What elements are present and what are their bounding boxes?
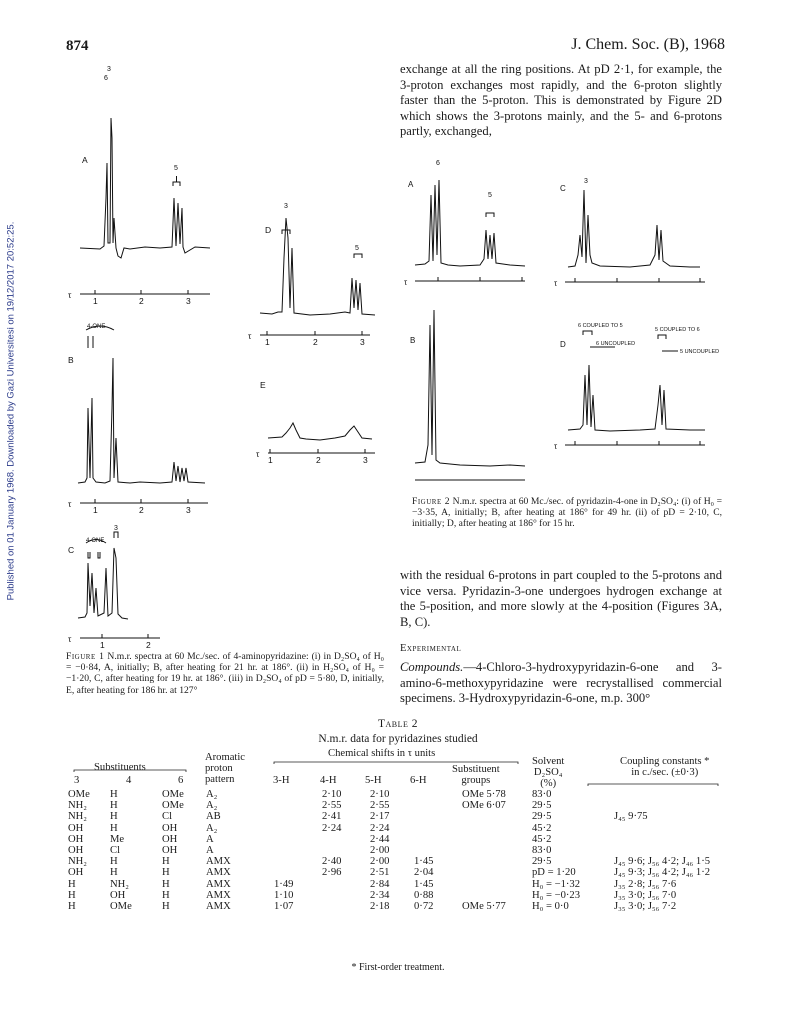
fig2-annotation: 5 UNCOUPLED [680,349,720,355]
header-6H: 6-H [410,775,427,786]
cell-substituent-group [460,879,530,890]
cell-sub-6: H [162,889,170,901]
cell-solvent: 29·5 [532,800,552,812]
table-row [66,834,726,845]
cell-sub-3: H [68,878,76,890]
fig1-label-C: C [68,545,75,555]
cell-shift-4H: 2·41 [322,811,342,823]
cell-shift-5H: 2·84 [370,878,390,890]
cell-shift-4H: 2·10 [322,789,342,800]
fig1-tick: 3 [360,337,365,347]
header-coupling-1: Coupling constants * [620,756,710,767]
cell-pattern: A [206,833,214,845]
header-pos-6: 6 [178,775,184,786]
fig2-annotation: 6 UNCOUPLED [596,341,636,347]
cell-pattern: A₂ [206,789,218,800]
fig2-annotation: 6 COUPLED TO 5 [578,323,623,329]
cell-sub-3: NH₂ [68,856,87,868]
table-row [66,789,726,800]
header-substituents: Substituents [94,762,146,773]
cell-solvent: 29·5 [532,811,552,823]
fig1-tick: 3 [186,296,191,306]
figure-2 [400,155,730,485]
cell-sub-3: OH [68,833,84,845]
cell-sub-3: OH [68,822,84,834]
fig1-tick: 3 [363,455,368,465]
table-row [66,811,726,822]
figure-1 [60,58,400,648]
cell-shift-3H [272,867,320,878]
cell-shift-6H: 2·04 [414,867,434,879]
fig1-peak-label: 3 [107,66,111,73]
fig1-tick: 1 [268,455,273,465]
publication-sidebar [4,215,18,607]
cell-solvent: 45·2 [532,833,552,845]
figure-1-caption-label: Figure 1 [66,651,105,662]
fig1-peak-label: 3 [114,525,118,532]
cell-shift-3H [272,856,320,867]
cell-shift-3H [272,800,320,811]
cell-pattern: A [206,845,214,857]
cell-shift-5H: 2·34 [370,889,390,901]
spectrum-1A [80,118,210,294]
fig1-tick: 1 [265,337,270,347]
spectrum-1D [260,218,375,335]
cell-shift-4H [320,890,368,901]
cell-sub-6: H [162,867,170,879]
cell-coupling [612,834,726,845]
fig1-tick: 2 [316,455,321,465]
figure-2-caption-text: N.m.r. spectra at 60 Mc./sec. of pyridazin-4-one in D₂SO₄: (i) of H₀ = −3·35, A, initially; B, after heating at 186° for 49 hr. (ii) of pD = 2·10, C, initially; D, after heating at 186° for 15 hr. [412,496,722,530]
table-row [66,867,726,878]
header-4H: 4-H [320,775,337,786]
cell-substituent-group: OMe 6·07 [462,800,506,812]
cell-substituent-group [460,856,530,867]
cell-shift-4H [320,845,368,856]
cell-shift-4H: 2·96 [322,867,342,879]
fig2-label-A: A [408,180,414,189]
table-row [66,845,726,856]
cell-shift-3H: 1·49 [274,878,294,890]
header-3H: 3-H [273,775,290,786]
cell-pattern: AMX [206,867,231,879]
fig1-peak-label: 6 [104,75,108,82]
experimental-body: —4-Chloro-3-hydroxypyridazin-6-one and 3-amino-6-methoxypyridazine were recrystallised commercial specimens. 3-Hydroxypyridazin-6-one, m.p. 300° [400,660,722,705]
cell-coupling: J₄₅ 9·6; J₅₆ 4·2; J₄₆ 1·5 [614,856,711,868]
cell-shift-5H: 2·55 [370,800,390,812]
cell-sub-6: OH [162,845,178,857]
cell-coupling: J₃₅ 3·0; J₅₆ 7·0 [614,889,677,901]
cell-shift-4H [320,901,368,912]
header-aromatic-1: Aromatic [205,752,246,763]
cell-pattern: A₂ [206,800,218,812]
fig2-tau: τ [404,278,408,287]
cell-shift-3H [272,823,320,834]
fig1-peak-label: 5 [355,245,359,252]
cell-shift-5H: 2·10 [370,789,390,800]
header-solvent-2: D₂SO₄ [533,767,563,778]
cell-shift-6H [412,845,460,856]
table-title: Table 2 [377,718,419,730]
fig1-tick: 2 [146,640,151,648]
cell-solvent: H₀ = −0·23 [532,889,581,901]
fig1-tick: 2 [139,505,144,515]
header-coupling-2: in c./sec. (±0·3) [631,767,699,778]
cell-sub-3: H [68,889,76,901]
fig1-peak-label: 4-ONE [87,324,106,330]
cell-coupling: J₄₅ 9·75 [614,811,648,823]
figure-1-caption [66,651,384,696]
cell-solvent: H₀ = −1·32 [532,878,581,890]
table-row [66,800,726,811]
cell-solvent: H₀ = 0·0 [532,901,569,913]
fig2-label-B: B [410,336,416,345]
cell-sub-4: H [110,867,118,879]
cell-coupling [612,845,726,856]
cell-coupling [612,823,726,834]
cell-coupling [612,789,726,800]
cell-shift-6H: 0·88 [414,889,434,901]
publication-sidebar-text: Published on 01 January 1968. Downloaded by Gazi Universitesi on 19/12/2017 20:52:25. [5,221,17,601]
cell-sub-3: OH [68,867,84,879]
section-heading-experimental [400,641,722,657]
header-subgroups-2: groups [461,775,491,786]
cell-pattern: AMX [206,856,231,868]
cell-substituent-group [460,845,530,856]
cell-shift-6H: 0·72 [414,901,434,913]
fig1-peak-label: 4-ONE [86,538,105,544]
cell-shift-6H [412,823,460,834]
body-text-middle: with the residual 6-protons in part coupled to the 5-protons and vice versa. Pyridazin-3-one undergoes hydrogen exchange at the 5-position, and more slowly at the 4-position (Figures 3A, B, C). [400,568,722,629]
cell-shift-5H: 2·17 [370,811,390,823]
cell-shift-3H: 1·10 [274,889,294,901]
cell-shift-5H: 2·51 [370,867,390,879]
cell-shift-3H: 1·07 [274,901,294,913]
cell-sub-4: H [110,800,118,812]
spectrum-1C [78,532,160,638]
header-chem-shift: Chemical shifts in τ units [328,748,436,759]
cell-pattern: AMX [206,889,231,901]
page-number: 874 [66,38,89,54]
cell-sub-4: Me [110,833,125,845]
fig2-peak-label: 5 [488,192,492,199]
cell-sub-6: OH [162,822,178,834]
fig1-tick: 3 [186,505,191,515]
table-row [66,856,726,867]
header-pos-4: 4 [126,775,132,786]
experimental-text [400,660,722,707]
cell-pattern: AMX [206,901,231,913]
cell-sub-3: OH [68,845,84,857]
fig1-tau-B: τ [68,499,72,509]
cell-shift-4H [320,879,368,890]
table-header-rules [66,758,726,788]
cell-sub-4: OMe [110,901,132,913]
fig1-tau-C: τ [68,634,72,644]
cell-shift-5H: 2·24 [370,822,390,834]
table-footnote: * First-order treatment. [351,962,445,973]
cell-substituent-group: OMe 5·78 [462,789,506,800]
cell-solvent: 83·0 [532,789,552,800]
fig1-tick: 1 [93,296,98,306]
table-row [66,901,726,912]
cell-shift-6H: 1·45 [414,878,434,890]
fig1-tau-D: τ [248,331,252,341]
fig1-label-D: D [265,225,272,235]
cell-shift-5H: 2·00 [370,856,390,868]
cell-substituent-group [460,834,530,845]
cell-shift-6H: 1·45 [414,856,434,868]
cell-sub-6: OMe [162,800,184,812]
fig1-label-E: E [260,380,266,390]
cell-coupling [612,800,726,811]
cell-substituent-group [460,890,530,901]
cell-shift-5H: 2·00 [370,845,390,857]
table-body [66,789,726,912]
cell-solvent: pD = 1·20 [532,867,576,879]
table-2-subtitle: N.m.r. data for pyridazines studied [318,733,478,745]
cell-sub-6: Cl [162,811,173,823]
cell-sub-4: H [110,856,118,868]
cell-sub-4: H [110,822,118,834]
fig2-tau: τ [554,442,558,451]
cell-sub-6: OH [162,833,178,845]
header-pos-3: 3 [74,775,80,786]
cell-pattern: AMX [206,878,231,890]
header-aromatic-3: pattern [205,774,235,785]
body-text-top: exchange at all the ring positions. At pD 2·1, for example, the 3-proton exchanges most rapidly, and the 6-proton slightly faster than the 5-proton. This is demonstrated by Figure 2D which shows the 3-protons mainly, and the 5- and 6-protons partly, exchanged, [400,62,722,138]
cell-substituent-group [460,867,530,878]
cell-shift-6H [412,834,460,845]
fig1-tick: 2 [313,337,318,347]
table-row [66,879,726,890]
fig2-annotation: 5 COUPLED TO 6 [655,327,700,333]
experimental-lead: Compounds. [400,660,464,674]
cell-sub-3: NH₂ [68,800,87,812]
cell-shift-3H [272,845,320,856]
cell-pattern: A₂ [206,822,218,834]
header-solvent-3: (%) [540,778,557,789]
cell-sub-6: H [162,856,170,868]
cell-shift-3H [272,834,320,845]
figure-1-caption-text: N.m.r. spectra at 60 Mc./sec. of 4-aminopyridazine: (i) in D₂SO₄ of H₀ = −0·84, A, initially; B, after heating for 21 hr. at 186°. (ii) in H₂SO₄ of H₀ = −1·20, C, after heating for 19 hr. at 186°. (iii) in D₂SO₄ of pD = 5·80, D, initially, E, after heating for 186 hr. at 127° [66,651,384,696]
table-2-label [0,718,796,730]
cell-substituent-group [460,811,530,822]
fig2-peak-label: 3 [584,178,588,185]
cell-sub-6: H [162,878,170,890]
cell-shift-5H: 2·18 [370,901,390,913]
fig1-tick: 1 [100,640,105,648]
figure-2-caption [412,496,722,530]
header-subgroups-1: Substituent [452,764,500,775]
cell-coupling: J₃₅ 2·8; J₅₆ 7·6 [614,878,677,890]
fig1-peak-label: 5 [174,165,178,172]
cell-sub-3: OMe [68,789,90,800]
cell-sub-3: NH₂ [68,811,87,823]
spectrum-1B [78,326,208,503]
figure-2-caption-label: Figure 2 [412,496,451,507]
fig2-tau: τ [554,279,558,288]
cell-substituent-group [460,823,530,834]
fig1-tick: 1 [93,505,98,515]
spectrum-2B [415,310,525,480]
fig1-tau-E: τ [256,449,260,459]
cell-shift-4H [320,834,368,845]
table-row [66,823,726,834]
cell-shift-6H [412,800,460,811]
experimental-heading: Experimental [400,643,462,654]
cell-shift-4H: 2·40 [322,856,342,868]
cell-coupling: J₃₅ 3·0; J₅₆ 7·2 [614,901,677,913]
header-solvent-1: Solvent [532,756,565,767]
cell-shift-4H: 2·55 [322,800,342,812]
cell-sub-4: Cl [110,845,121,857]
fig1-tick: 2 [139,296,144,306]
cell-solvent: 29·5 [532,856,552,868]
header-aromatic-2: proton [205,763,233,774]
cell-sub-6: OMe [162,789,184,800]
spectrum-2A [415,180,525,281]
fig2-label-C: C [560,184,566,193]
cell-shift-6H [412,789,460,800]
cell-sub-6: H [162,901,170,913]
cell-shift-3H [272,811,320,822]
nmr-data-table [66,789,726,912]
fig1-label-A: A [82,155,88,165]
fig2-peak-label: 6 [436,160,440,167]
cell-substituent-group: OMe 5·77 [462,901,506,913]
cell-shift-5H: 2·44 [370,833,390,845]
cell-solvent: 83·0 [532,845,552,857]
header-5H: 5-H [365,775,382,786]
fig1-peak-label: 3 [284,203,288,210]
table-row [66,890,726,901]
cell-sub-4: OH [110,889,126,901]
cell-shift-4H: 2·24 [322,822,342,834]
fig1-label-B: B [68,355,74,365]
cell-shift-6H [412,811,460,822]
cell-sub-4: NH₂ [110,878,129,890]
journal-header: J. Chem. Soc. (B), 1968 [571,36,725,53]
cell-sub-4: H [110,811,118,823]
fig1-tau-A: τ [68,290,72,300]
cell-pattern: AB [206,811,221,823]
fig2-label-D: D [560,340,566,349]
cell-sub-3: H [68,901,76,913]
spectrum-2C [565,190,705,282]
cell-coupling: J₄₅ 9·3; J₅₆ 4·2; J₄₆ 1·2 [614,867,711,879]
cell-sub-4: H [110,789,118,800]
spectrum-1E [268,423,375,453]
cell-solvent: 45·2 [532,822,552,834]
cell-shift-3H [272,789,320,800]
